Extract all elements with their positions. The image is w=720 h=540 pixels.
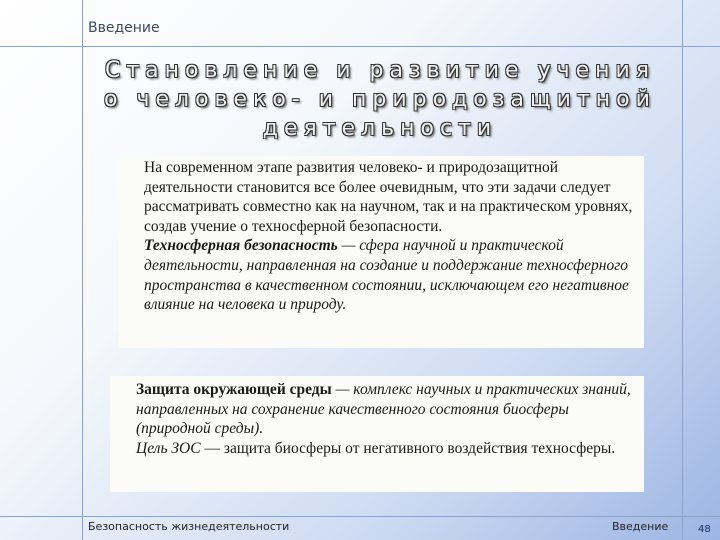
title-line-1: Становление и развитие учения (104, 58, 656, 83)
goal-label: Цель ЗОС (136, 439, 201, 457)
title-line-2: о человеко- и природозащитной (104, 87, 656, 112)
goal-text: — защита биосферы от негативного воздействия техносферы. (200, 439, 616, 457)
slide-title (82, 56, 678, 143)
text-block-environment (110, 376, 644, 492)
environment-goal (116, 439, 638, 459)
footer-course-title: Безопасность жизнедеятельности (88, 520, 290, 533)
page-number: 48 (698, 524, 711, 535)
title-line-3: деятельности (262, 116, 498, 141)
technosphere-definition-text: — сфера научной и практической деятельности, направленная на создание и поддержание техносферного пространства в качественном состоянии, исключающем его негативное влияние на человека и природу. (144, 237, 629, 314)
footer-section: Введение (612, 520, 669, 533)
environment-definition (116, 380, 638, 439)
frame-line-top (0, 46, 720, 47)
environment-definition-text: — комплекс научных и практических знаний, направленных на сохранение качественного состояния биосферы (природной среды). (136, 381, 631, 438)
section-label: Введение (88, 20, 160, 36)
frame-line-bottom (0, 516, 720, 517)
frame-line-right (682, 0, 683, 540)
technosphere-term: Техносферная безопасность (144, 237, 338, 255)
technosphere-definition (124, 236, 638, 314)
intro-paragraph: На современном этапе развития человеко- и природозащитной деятельности становится все более очевидным, что эти задачи следует рассматривать совместно как на научном, так и на практическом уровнях, создав учение о техносферной безопасности. (144, 159, 633, 235)
text-block-technosphere (118, 156, 644, 348)
environment-term: Защита окружающей среды (136, 381, 332, 398)
